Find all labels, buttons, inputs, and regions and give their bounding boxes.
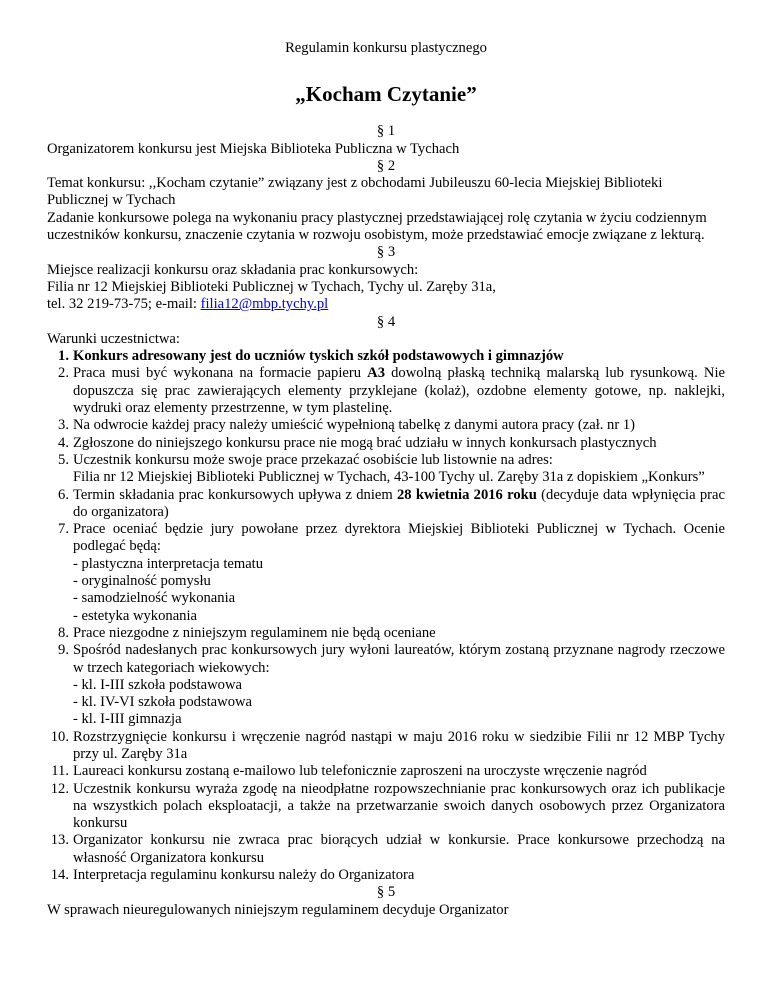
rule-item-5: [47, 452, 725, 487]
section-2-task: Zadanie konkursowe polega na wykonaniu pracy plastycznej przedstawiającej rolę czytania w życiu codziennym uczestników konkursu, znaczenie czytania w rozwoju osobistym, może przedstawiać emocje związane z lekturą.: [47, 209, 707, 244]
rule-number: 4.: [58, 434, 69, 451]
paper-format: A3: [367, 365, 385, 382]
rule-item-7: [47, 521, 725, 625]
rule-text: Praca musi być wykonana na formacie papieru: [73, 365, 368, 382]
rule-text: Prace oceniać będzie jury powołane przez dyrektora Miejskiej Biblioteki Publicznej w Tychach. Ocenie podlegać będą:: [73, 521, 725, 555]
rule-item-8: [47, 625, 725, 642]
rule-number: 6.: [58, 486, 69, 503]
section-3-address: Filia nr 12 Miejskiej Biblioteki Publicznej w Tychach, Tychy ul. Zaręby 31a,: [47, 278, 496, 295]
rule-item-10: [47, 729, 725, 764]
document-subtitle: Regulamin konkursu plastycznego: [285, 40, 487, 56]
rule-number: 11.: [51, 763, 69, 780]
rule-number: 1.: [58, 348, 69, 365]
rule-number: 7.: [58, 521, 69, 538]
rule-number: 14.: [50, 867, 69, 884]
rule-item-14: [47, 867, 725, 884]
rule-text: Laureaci konkursu zostaną e-mailowo lub telefonicznie zaproszeni na uroczyste wręczenie nagród: [73, 763, 647, 780]
rule-number: 3.: [58, 417, 69, 434]
rule-text: Uczestnik konkursu wyraża zgodę na nieodpłatne rozpowszechnianie prac konkursowych oraz ich publikacje na wszystkich polach eksploatacji, a także na przetwarzanie swoich danych osobowych przez Organizatora konkursu: [73, 780, 725, 832]
section-1-text: Organizatorem konkursu jest Miejska Biblioteka Publiczna w Tychach: [47, 140, 460, 157]
criterion-item: - plastyczna interpretacja tematu: [73, 555, 264, 572]
contact-phone: tel. 32 219-73-75; e-mail:: [47, 296, 201, 313]
rule-text: Zgłoszone do niniejszego konkursu prace nie mogą brać udziału w innych konkursach plastycznych: [73, 434, 657, 451]
rule-number: 2.: [58, 365, 69, 382]
document-title: „Kocham Czytanie”: [295, 82, 477, 107]
document-page: [47, 40, 725, 919]
rule-text-cont: dowolną płaską techniką malarską lub rysunkową. Nie dopuszcza się prac zawierających elementy przyklejane (kolaż), ozdobne elementy gotowe, np. naklejki, wydruki oraz elementy przestrzenne, w tym plastelinę.: [73, 365, 725, 417]
rule-number: 9.: [58, 642, 69, 659]
rule-number: 5.: [58, 451, 69, 468]
rule-text-cont: (decyduje data wpłynięcia prac do organizatora): [73, 486, 725, 520]
rule-text: Konkurs adresowany jest do uczniów tyskich szkół podstawowych i gimnazjów: [73, 348, 564, 365]
section-3-place: Miejsce realizacji konkursu oraz składania prac konkursowych:: [47, 261, 419, 278]
section-4-intro: Warunki uczestnictwa:: [47, 330, 180, 347]
rule-item-12: [47, 781, 725, 833]
rule-text: Spośród nadesłanych prac konkursowych jury wyłoni laureatów, którym zostaną przyznane nagrody rzeczowe w trzech kategoriach wiekowych:: [73, 642, 725, 676]
rule-number: 10.: [50, 728, 69, 745]
rule-text: Na odwrocie każdej pracy należy umieścić wypełnioną tabelkę z danymi autora pracy (zał. nr 1): [73, 417, 636, 434]
criterion-item: - oryginalność pomysłu: [73, 573, 211, 590]
age-category-item: - kl. IV-VI szkoła podstawowa: [73, 694, 253, 711]
email-link[interactable]: filia12@mbp.tychy.pl: [200, 296, 329, 313]
delivery-address: Filia nr 12 Miejskiej Biblioteki Publicznej w Tychach, 43-100 Tychy ul. Zaręby 31a z dopiskiem „Konkurs”: [73, 469, 705, 486]
rule-item-6: [47, 487, 725, 522]
rule-item-3: [47, 417, 725, 434]
section-2-topic: Temat konkursu: ,,Kocham czytanie” związany jest z obchodami Jubileuszu 60-lecia Miejskiej Biblioteki Publicznej w Tychach: [47, 175, 663, 209]
section-5-text: W sprawach nieuregulowanych niniejszym regulaminem decyduje Organizator: [47, 901, 509, 918]
rule-text: Interpretacja regulaminu konkursu należy do Organizatora: [73, 867, 415, 884]
rule-number: 13.: [50, 832, 69, 849]
rule-number: 12.: [50, 780, 69, 797]
rule-text: Uczestnik konkursu może swoje prace przekazać osobiście lub listownie na adres:: [73, 451, 553, 468]
deadline-date: 28 kwietnia 2016 roku: [396, 486, 537, 503]
rule-number: 8.: [58, 624, 69, 641]
rules-list: [47, 348, 725, 884]
rule-item-1: [47, 348, 725, 365]
rule-item-11: [47, 763, 725, 780]
rule-item-13: [47, 832, 725, 867]
section-3-contact: [47, 296, 725, 313]
age-category-item: - kl. I-III szkoła podstawowa: [73, 676, 242, 693]
age-category-item: - kl. I-III gimnazja: [73, 711, 182, 728]
rule-text: Termin składania prac konkursowych upływa z dniem: [73, 486, 397, 503]
section-mark-1: § 1: [376, 123, 396, 140]
criterion-item: - estetyka wykonania: [73, 607, 198, 624]
rule-item-9: [47, 642, 725, 728]
rule-text: Rozstrzygnięcie konkursu i wręczenie nagród nastąpi w maju 2016 roku w siedzibie Filii nr 12 MBP Tychy przy ul. Zaręby 31a: [73, 728, 725, 762]
rule-item-4: [47, 435, 725, 452]
rule-text: Prace niezgodne z niniejszym regulaminem nie będą oceniane: [73, 624, 436, 641]
rule-text: Organizator konkursu nie zwraca prac biorących udział w konkursie. Prace konkursowe przechodzą na własność Organizatora konkursu: [73, 832, 725, 866]
section-mark-5: § 5: [376, 884, 396, 901]
section-mark-4: § 4: [376, 313, 396, 330]
criterion-item: - samodzielność wykonania: [73, 590, 236, 607]
rule-item-2: [47, 365, 725, 417]
section-mark-2: § 2: [376, 157, 396, 174]
section-mark-3: § 3: [376, 244, 396, 261]
